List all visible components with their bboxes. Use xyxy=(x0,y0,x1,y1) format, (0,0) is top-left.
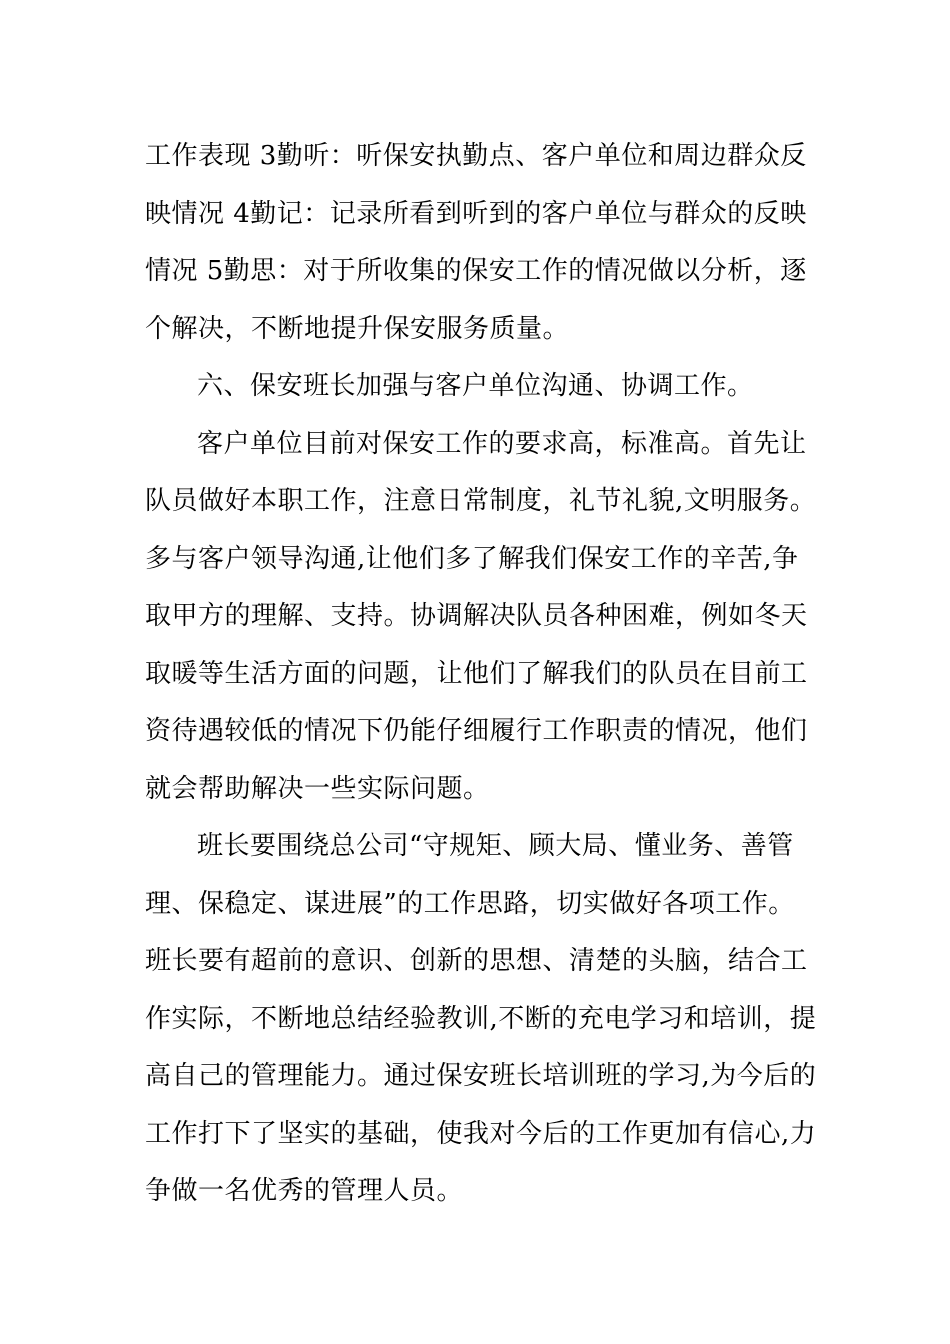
text-line: 高自己的管理能力。通过保安班长培训班的学习,为今后的 xyxy=(145,1061,817,1091)
text-line: 作实际，不断地总结经验教训,不断的充电学习和培训，提 xyxy=(145,1003,817,1034)
text-line: 就会帮助解决一些实际问题。 xyxy=(145,773,490,804)
text-line: 映情况 4勤记：记录所看到听到的客户单位与群众的反映 xyxy=(145,198,807,229)
text-line: 多与客户领导沟通,让他们多了解我们保安工作的辛苦,争 xyxy=(145,543,799,574)
text-line: 个解决，不断地提升保安服务质量。 xyxy=(145,313,570,344)
text-line: 工作表现 3勤听：听保安执勤点、客户单位和周边群众反 xyxy=(145,141,807,171)
text-line: 队员做好本职工作，注意日常制度，礼节礼貌,文明服务。 xyxy=(145,486,817,516)
text-line: 争做一名优秀的管理人员。 xyxy=(145,1176,464,1206)
text-line: 理、保稳定、谋进展”的工作思路，切实做好各项工作。 xyxy=(145,888,795,919)
text-line: 情况 5勤思：对于所收集的保安工作的情况做以分析，逐 xyxy=(145,256,807,286)
body-text xyxy=(145,128,817,1221)
text-line: 取甲方的理解、支持。协调解决队员各种困难，例如冬天 xyxy=(145,601,808,631)
text-line: 客户单位目前对保安工作的要求高，标准高。首先让 xyxy=(197,428,807,459)
text-line: 班长要围绕总公司“守规矩、顾大局、懂业务、善管 xyxy=(197,831,794,861)
text-line: 工作打下了坚实的基础，使我对今后的工作更加有信心,力 xyxy=(145,1118,817,1149)
text-line: 资待遇较低的情况下仍能仔细履行工作职责的情况，他们 xyxy=(145,716,808,746)
text-line: 班长要有超前的意识、创新的思想、清楚的头脑，结合工 xyxy=(145,946,808,976)
section-heading: 六、保安班长加强与客户单位沟通、协调工作。 xyxy=(197,371,754,401)
text-line: 取暖等生活方面的问题，让他们了解我们的队员在目前工 xyxy=(145,658,808,689)
